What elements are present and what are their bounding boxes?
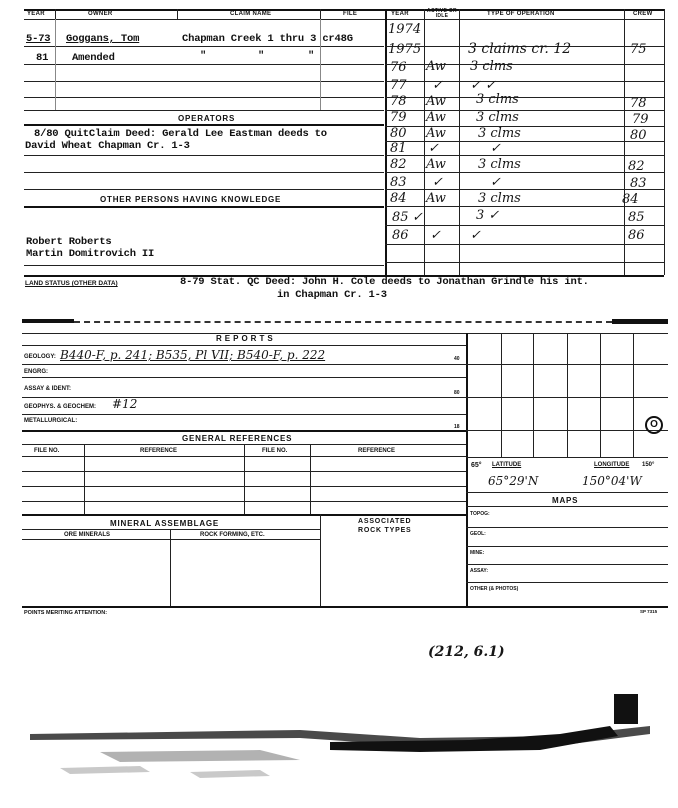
report-geology-label: GEOLOGY:	[24, 354, 56, 360]
owner-row-2-owner: Amended	[72, 52, 115, 64]
log-op-76: 3 clms	[470, 59, 513, 74]
log-status-83: ✓	[432, 175, 443, 190]
log-year-84: 84	[390, 191, 407, 206]
reports-title: REPORTS	[216, 334, 276, 343]
log-status-81: ✓	[428, 141, 439, 156]
log-op-79: 3 clms	[476, 110, 519, 125]
header-active-or-idle: ACTIVE OR IDLE	[427, 8, 457, 19]
ore-minerals-header: ORE MINERALS	[64, 532, 111, 538]
owner-row-1-owner: Goggans, Tom	[66, 33, 140, 45]
land-status-line-1: 8-79 Stat. QC Deed: John H. Cole deeds to Jonathan Grindle his int.	[180, 276, 589, 288]
header-file: FILE	[343, 11, 358, 17]
points-meriting-attention: POINTS MERITING ATTENTION:	[24, 610, 108, 616]
log-status-80: Aw	[426, 126, 446, 141]
map-row-mine: MINE:	[470, 550, 485, 556]
knowledge-person-1: Robert Roberts	[26, 236, 112, 248]
log-year-80: 80	[390, 126, 407, 141]
log-op-85: 3 ✓	[476, 208, 500, 223]
log-year-1975: 1975	[388, 42, 422, 57]
log-op-78: 3 clms	[476, 92, 519, 107]
rock-forming-header: ROCK FORMING, ETC.	[200, 532, 265, 538]
report-geology-value: B440-F, p. 241; B535, Pl VII; B540-F, p. 222	[60, 348, 326, 362]
operators-line-1: 8/80 QuitClaim Deed: Gerald Lee Eastman deeds to	[34, 128, 327, 140]
log-status-86: ✓	[430, 228, 441, 243]
log-op-86: ✓	[470, 228, 481, 243]
log-year-79: 79	[390, 110, 407, 125]
land-status-line-2: in Chapman Cr. 1-3	[277, 289, 387, 301]
log-op-81: ✓	[490, 141, 501, 156]
report-geophys-label: GEOPHYS. & GEOCHEM:	[24, 404, 97, 410]
log-year-82: 82	[390, 157, 407, 172]
rock-types-label: ROCK TYPES	[358, 527, 412, 534]
longitude-label: LONGITUDE	[594, 462, 630, 468]
log-status-82: Aw	[426, 157, 446, 172]
ditto-1: "	[200, 50, 207, 62]
knowledge-title: OTHER PERSONS HAVING KNOWLEDGE	[100, 195, 282, 204]
latitude-value: 65°29'N	[488, 474, 539, 488]
log-status-85: ✓	[412, 210, 423, 225]
report-assay-code: 80	[454, 390, 460, 396]
header-year: YEAR	[27, 11, 45, 17]
report-assay-label: ASSAY & IDENT:	[24, 386, 72, 392]
map-row-assay: ASSAY:	[470, 568, 489, 574]
owner-row-2-year: 81	[36, 52, 49, 64]
header-year-2: YEAR	[391, 11, 409, 17]
log-crew-78: 78	[630, 96, 647, 111]
header-type-of-operation: TYPE OF OPERATION	[487, 11, 555, 17]
latitude-label: LATITUDE	[492, 462, 522, 468]
gr-header-file-no-2: FILE NO.	[262, 448, 288, 454]
report-engrg-label: ENGRG:	[24, 369, 48, 375]
longitude-prefix: 150°	[642, 462, 655, 468]
scan-artifact	[0, 690, 678, 790]
ditto-2: "	[258, 50, 265, 62]
log-crew-82: 82	[628, 159, 645, 174]
operators-title: OPERATORS	[178, 114, 236, 123]
land-status-label: LAND STATUS (OTHER DATA)	[25, 280, 118, 287]
gr-header-file-no-1: FILE NO.	[34, 448, 60, 454]
owner-row-1-claim: Chapman Creek 1 thru 3 cr48G	[182, 33, 353, 45]
log-year-83: 83	[390, 175, 407, 190]
report-geophys-value: #12	[112, 397, 138, 411]
mineral-assemblage-title: MINERAL ASSEMBLAGE	[110, 519, 220, 528]
header-owner: OWNER	[88, 11, 113, 17]
log-op-1975: 3 claims cr. 12	[468, 41, 572, 57]
log-crew-80: 80	[630, 128, 647, 143]
log-crew-83: 83	[630, 176, 647, 191]
log-year-78: 78	[390, 94, 407, 109]
maps-title: MAPS	[552, 496, 579, 505]
form-code: SP 7315	[640, 609, 658, 614]
log-crew-84: 84	[622, 192, 639, 207]
log-crew-1975: 75	[630, 42, 647, 57]
log-op-83: ✓	[490, 175, 501, 190]
log-status-84: Aw	[426, 191, 446, 206]
owner-row-1-year: 5-73	[26, 33, 51, 45]
report-metallurgical-label: METALLURGICAL:	[24, 418, 78, 424]
header-claim-name: CLAIM NAME	[230, 11, 272, 17]
log-year-81: 81	[390, 141, 407, 156]
operators-line-2: David Wheat Chapman Cr. 1-3	[25, 140, 190, 152]
gr-header-reference-1: REFERENCE	[140, 448, 178, 454]
log-year-86: 86	[392, 228, 409, 243]
log-status-77: ✓	[432, 78, 443, 93]
map-row-other: OTHER (& PHOTOS)	[470, 586, 519, 592]
log-status-79: Aw	[426, 110, 446, 125]
map-row-geol: GEOL:	[470, 531, 486, 537]
log-year-76: 76	[390, 60, 407, 75]
general-references-title: GENERAL REFERENCES	[182, 434, 293, 443]
gr-header-reference-2: REFERENCE	[358, 448, 396, 454]
header-crew: CREW	[633, 11, 653, 17]
associated-label: ASSOCIATED	[358, 518, 412, 525]
log-op-82: 3 clms	[478, 157, 521, 172]
log-crew-79: 79	[632, 112, 649, 127]
log-op-77: ✓ ✓	[470, 78, 496, 93]
log-status-76: Aw	[426, 59, 446, 74]
map-row-topog: TOPOG:	[470, 511, 490, 517]
knowledge-person-2: Martin Domitrovich II	[26, 248, 155, 260]
log-crew-86: 86	[628, 228, 645, 243]
longitude-value: 150°04'W	[582, 474, 642, 488]
handwritten-note: (212, 6.1)	[428, 644, 505, 660]
log-year-77: 77	[390, 78, 407, 93]
latitude-prefix: 65°	[471, 462, 482, 469]
log-op-80: 3 clms	[478, 126, 521, 141]
circle-mark: O	[645, 416, 663, 434]
ditto-3: "	[308, 50, 315, 62]
log-status-78: Aw	[426, 94, 446, 109]
log-op-84: 3 clms	[478, 191, 521, 206]
log-year-1974: 1974	[388, 22, 422, 37]
report-geology-code: 40	[454, 356, 460, 362]
log-crew-85: 85	[628, 210, 645, 225]
log-year-85: 85	[392, 210, 409, 225]
report-metallurgical-code: 18	[454, 424, 460, 430]
